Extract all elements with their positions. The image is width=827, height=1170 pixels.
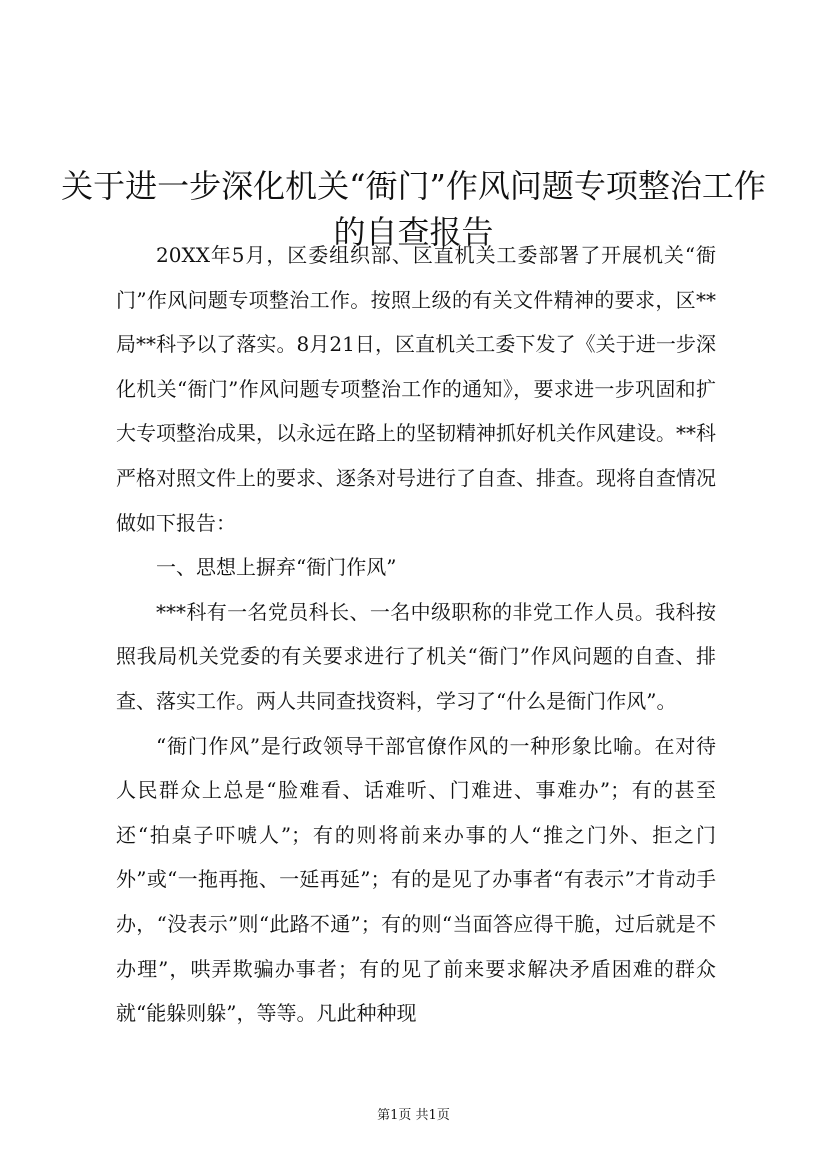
section-heading-1: 一、思想上摒弃“衙门作风” bbox=[156, 555, 397, 580]
paragraph-section-1: ***科有一名党员科长、一名中级职称的非党工作人员。我科按照我局机关党委的有关要求进行了机关“衙门”作风问题的自查、排查、落实工作。两人共同查找资料，学习了“什么是衙门作风”。 bbox=[116, 599, 716, 713]
document-body bbox=[116, 233, 716, 1036]
paragraph-intro: 20XX年5月，区委组织部、区直机关工委部署了开展机关“衙门”作风问题专项整治工作。按照上级的有关文件精神的要求，区**局**科予以了落实。8月21日，区直机关工委下发了《关于进一步深化机关“衙门”作风问题专项整治工作的通知》，要求进一步巩固和扩大专项整治成果，以永远在路上的坚韧精神抓好机关作风建设。**科严格对照文件上的要求、逐条对号进行了自查、排查。现将自查情况做如下报告： bbox=[116, 243, 716, 535]
page-footer: 第1页 共1页 bbox=[377, 1108, 450, 1123]
document-title: 关于进一步深化机关“衙门”作风问题专项整治工作的自查报告 bbox=[61, 167, 766, 252]
paragraph-definition: “衙门作风”是行政领导干部官僚作风的一种形象比喻。在对待人民群众上总是“脸难看、话难听、门难进、事难办”；有的甚至还“拍桌子吓唬人”；有的则将前来办事的人“推之门外、拒之门外”或“一拖再拖、一延再延”；有的是见了办事者“有表示”才肯动手办，“没表示”则“此路不通”；有的则“当面答应得干脆，过后就是不办理”，哄弄欺骗办事者；有的见了前来要求解决矛盾困难的群众就“能躲则躲”，等等。凡此种种现 bbox=[116, 733, 716, 1026]
